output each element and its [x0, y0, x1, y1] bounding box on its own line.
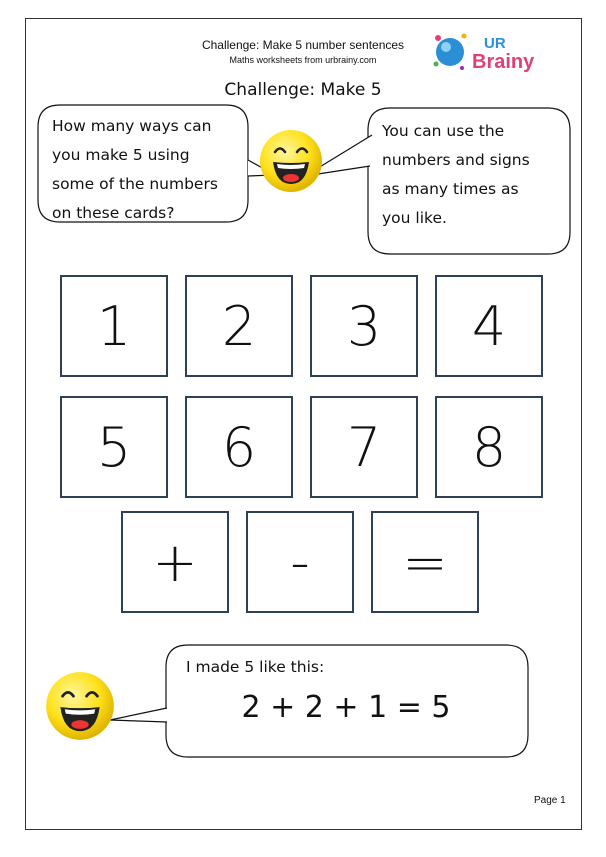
number-card-6: 6	[185, 396, 293, 498]
page-number: Page 1	[534, 795, 566, 806]
logo-text-bottom: Brainy	[472, 51, 535, 73]
main-title: Challenge: Make 5	[224, 80, 382, 100]
worksheet-header-subtitle: Maths worksheets from urbrainy.com	[229, 55, 377, 65]
right-bubble-line: numbers and signs	[382, 151, 530, 169]
left-bubble-line: some of the numbers	[52, 175, 218, 193]
sign-card-equals: =	[371, 511, 479, 613]
logo-text-top: UR	[484, 35, 506, 52]
smiley-icon	[44, 670, 116, 742]
number-card-3: 3	[310, 275, 418, 377]
number-card-8: 8	[435, 396, 543, 498]
right-bubble-text	[382, 117, 530, 233]
answer-label: I made 5 like this:	[186, 658, 325, 676]
right-bubble-line: You can use the	[382, 122, 505, 140]
left-bubble-line: you make 5 using	[52, 146, 190, 164]
number-card-7: 7	[310, 396, 418, 498]
left-bubble-line: on these cards?	[52, 204, 175, 222]
sign-card-minus: -	[246, 511, 354, 613]
number-card-4: 4	[435, 275, 543, 377]
left-bubble-text	[52, 112, 218, 228]
sign-card-plus: +	[121, 511, 229, 613]
number-card-5: 5	[60, 396, 168, 498]
number-card-1: 1	[60, 275, 168, 377]
right-bubble-line: as many times as	[382, 180, 519, 198]
answer-bubble-tail	[110, 708, 167, 722]
right-bubble-line: you like.	[382, 209, 447, 227]
left-bubble-line: How many ways can	[52, 117, 212, 135]
smiley-icon	[258, 128, 324, 194]
answer-equation: 2 + 2 + 1 = 5	[241, 690, 451, 725]
worksheet-header-title: Challenge: Make 5 number sentences	[201, 38, 405, 52]
number-card-2: 2	[185, 275, 293, 377]
